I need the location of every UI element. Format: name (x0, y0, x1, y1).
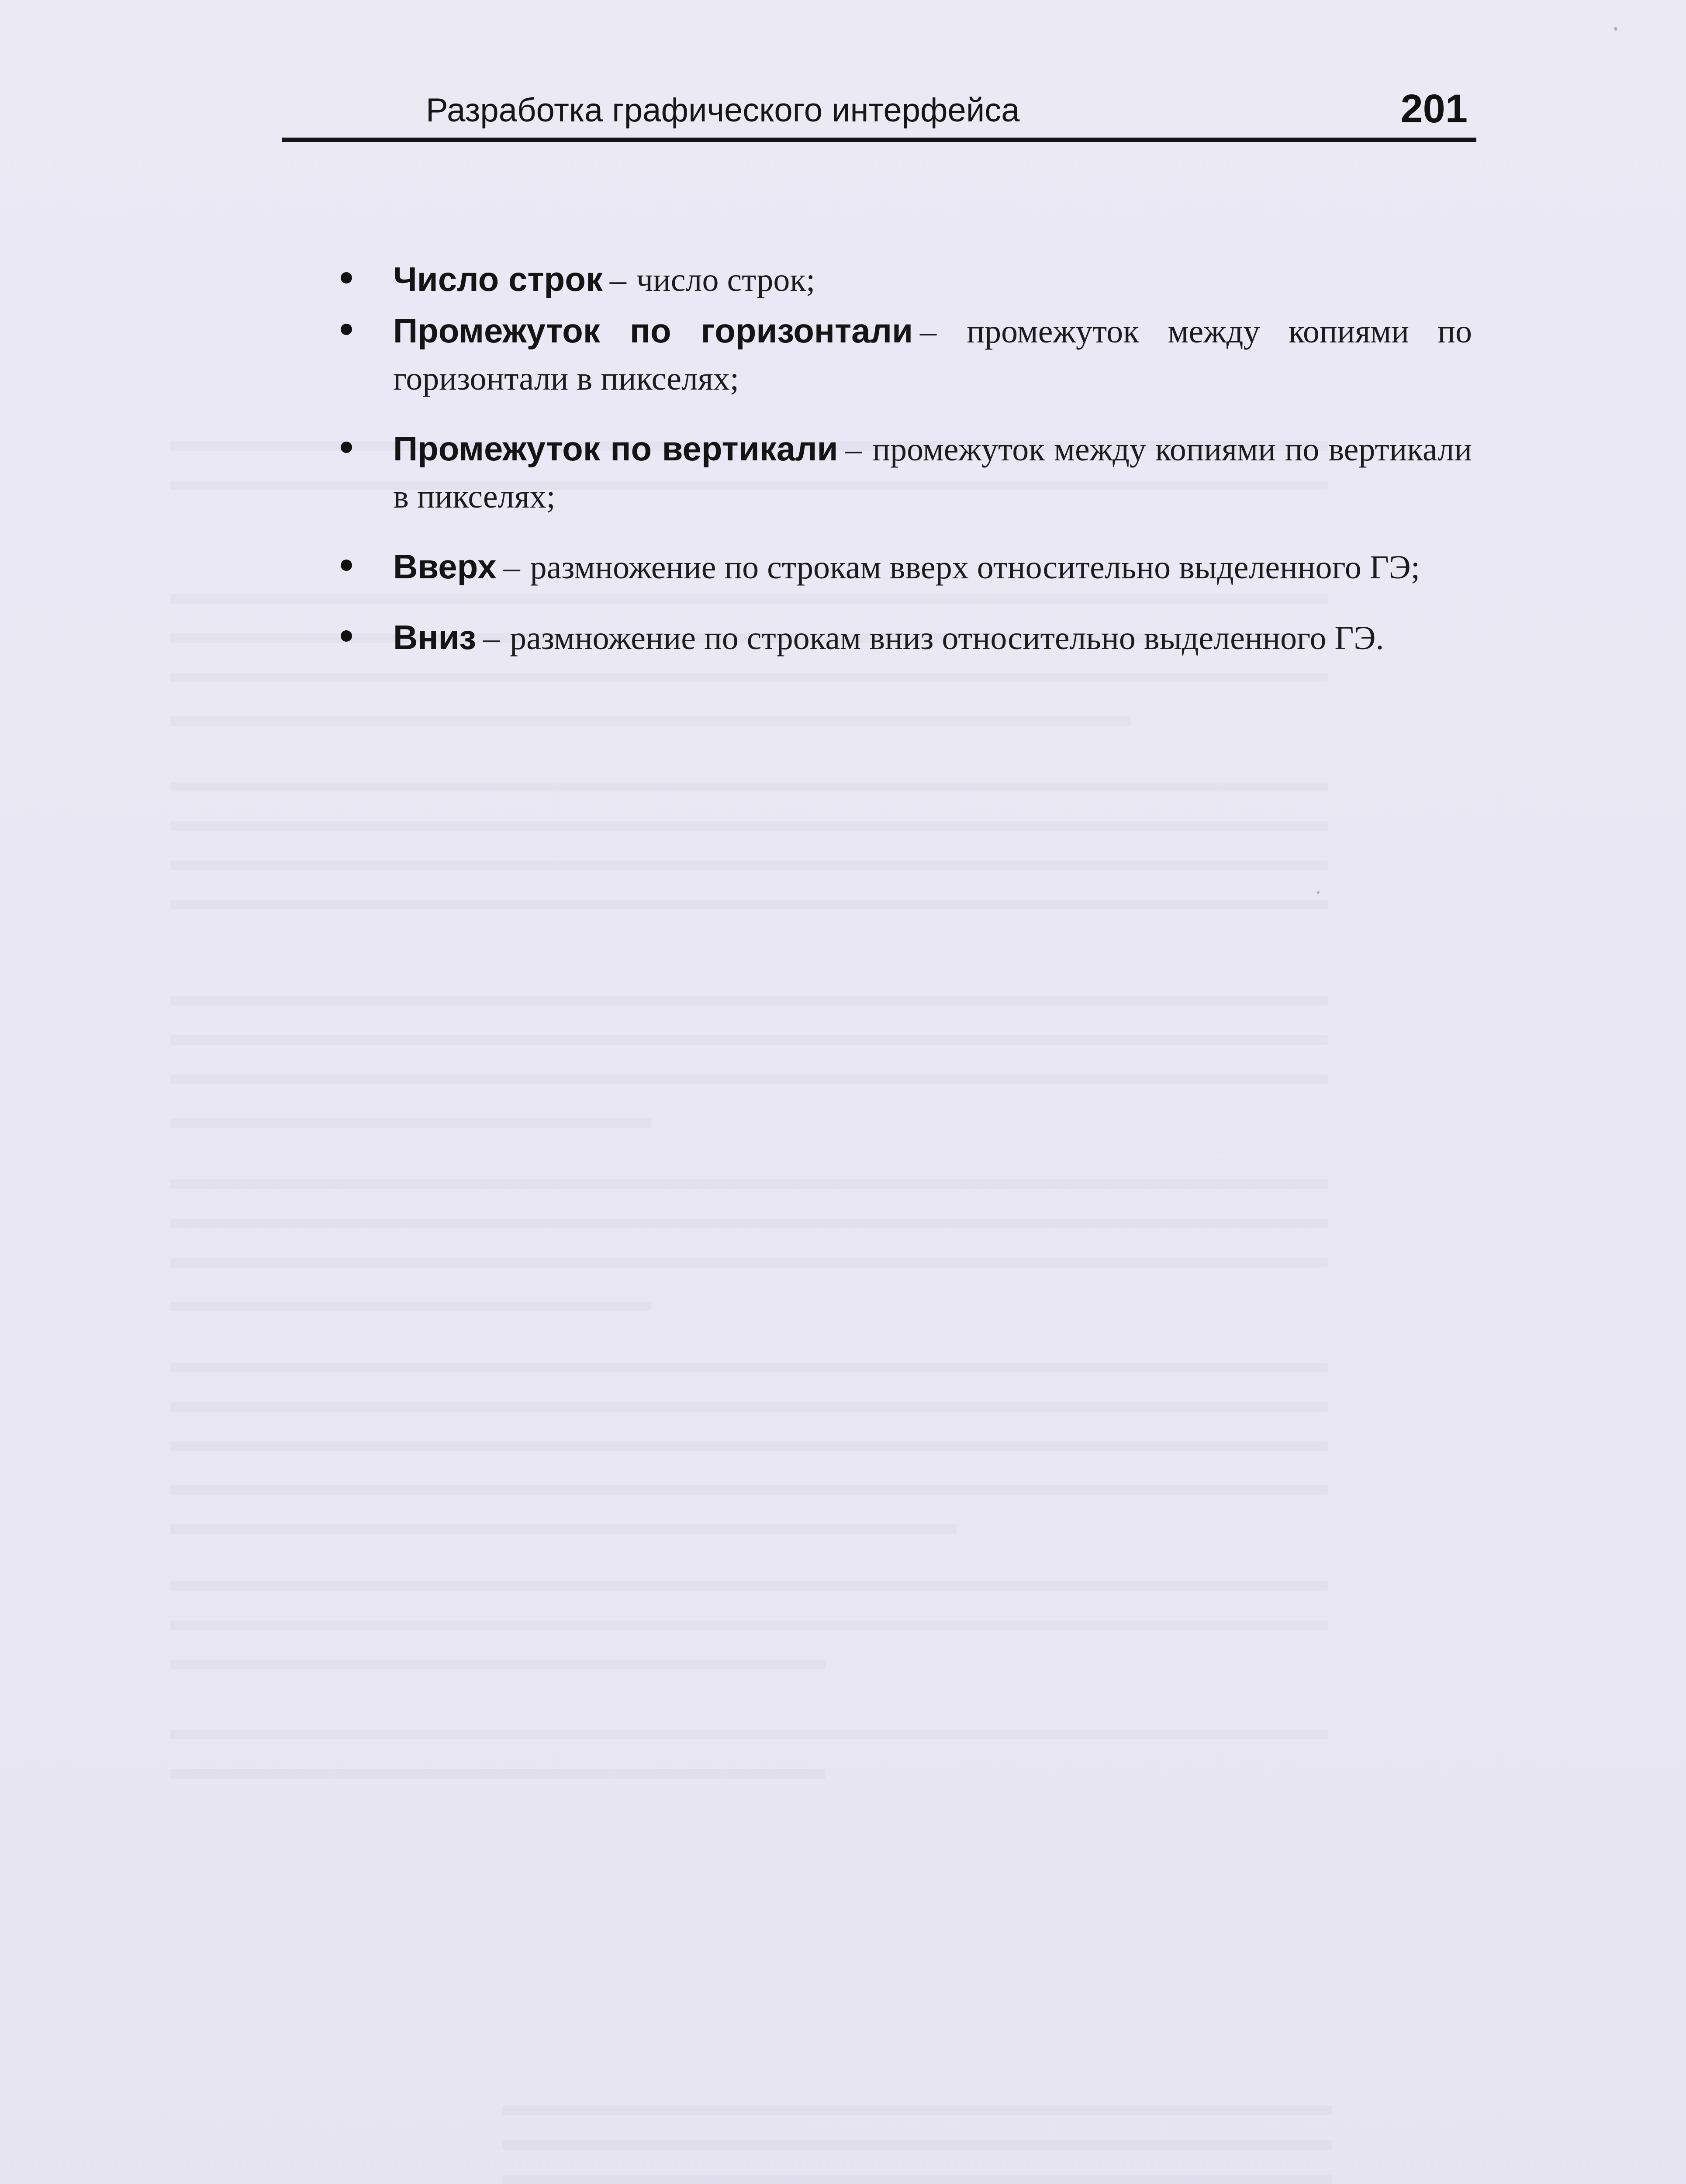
list-item-term: Вниз (393, 618, 477, 657)
list-item-text: число строк; (636, 262, 815, 298)
list-item-dash: – (483, 620, 500, 657)
list-item-dash: – (503, 549, 520, 586)
running-header-title: Разработка графического интерфейса (426, 92, 1020, 129)
bullet-icon (341, 272, 352, 283)
bullet-icon (341, 560, 352, 571)
list-item-dash: – (609, 262, 626, 298)
list-item-text: размножение по строкам вверх относительно выделенного ГЭ; (530, 549, 1420, 586)
list-item (336, 307, 1472, 402)
list-item-dash: – (920, 313, 937, 350)
list-item-dash: – (845, 431, 862, 468)
list-item-term: Промежуток по вертикали (393, 429, 838, 468)
bullet-icon (341, 324, 352, 335)
list-item-term: Вверх (393, 547, 497, 586)
bullet-list (336, 256, 1472, 662)
list-item-term: Число строк (393, 260, 603, 298)
list-item-text: размножение по строкам вниз относительно выделенного ГЭ. (510, 620, 1384, 657)
list-item (336, 256, 1472, 304)
list-item (336, 543, 1472, 591)
paper-speck (1317, 891, 1320, 894)
list-item (336, 425, 1472, 520)
bullet-icon (341, 630, 352, 642)
page-body (336, 256, 1472, 684)
list-item (336, 614, 1472, 662)
list-item-text: промежуток между копиями по горизонтали в пикселях; (393, 313, 1472, 397)
list-item-text: промежуток между копиями по вертикали в пикселях; (393, 431, 1472, 515)
header-rule (282, 138, 1476, 142)
paper-speck (1614, 27, 1617, 31)
page-number: 201 (1400, 86, 1468, 131)
list-item-term: Промежуток по горизонтали (393, 311, 913, 350)
running-header (282, 85, 1476, 142)
bullet-icon (341, 442, 352, 453)
